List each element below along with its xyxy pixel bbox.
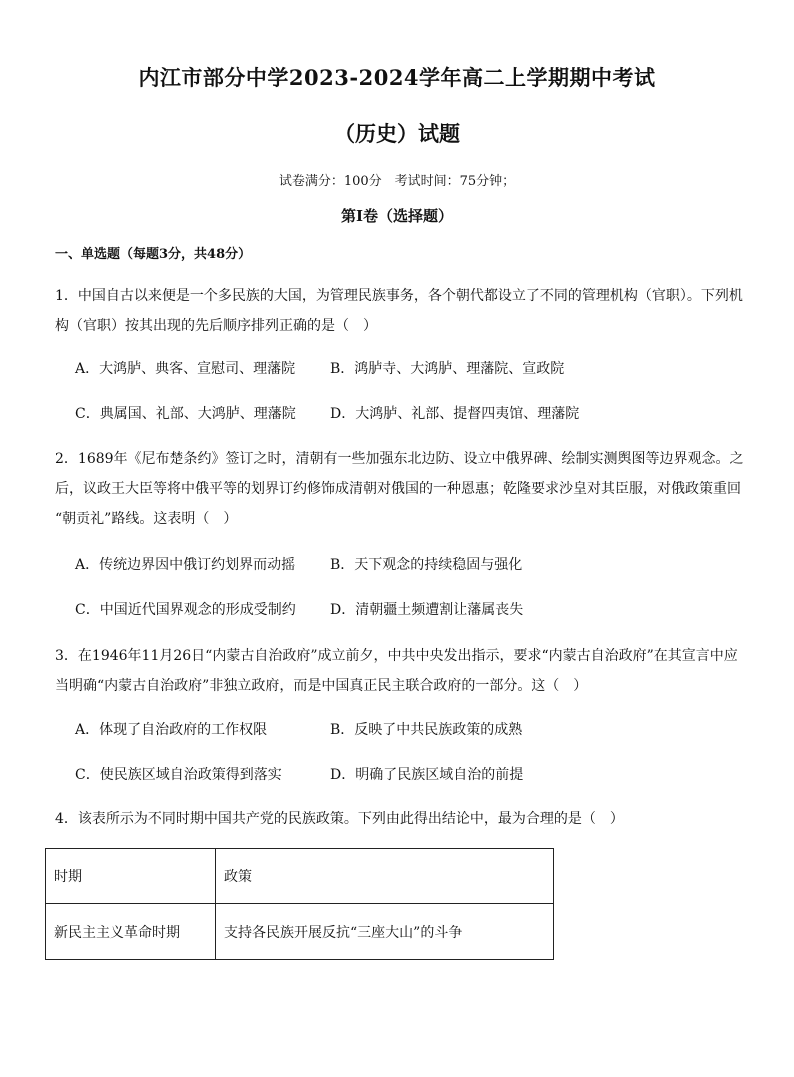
question-4-stem (55, 804, 745, 834)
table-header-row (46, 849, 554, 904)
question-1-options-row-2 (75, 403, 755, 425)
exam-title: 内江市部分中学2023-2024学年高二上学期期中考试 (138, 65, 656, 90)
question-3-option-b: B．反映了中共民族政策的成熟 (330, 722, 523, 738)
question-2-stem-line-2: 后，议政王大臣等将中俄平等的划界订约修饰成清朝对俄国的一种恩惠；乾隆要求沙皇对其臣服，对俄政策重回 (55, 481, 741, 497)
policy-table (45, 848, 554, 960)
question-1-option-c: C．典属国、礼部、大鸿胪、理藩院 (75, 406, 296, 422)
question-1-stem-line-1: 1．中国自古以来便是一个多民族的大国，为管理民族事务，各个朝代都设立了不同的管理机构（官职）。下列机 (55, 288, 743, 304)
table-cell-period: 新民主主义革命时期 (46, 904, 216, 960)
question-3-options-row-2 (75, 764, 755, 786)
question-2-option-a: A．传统边界因中俄订约划界而动摇 (75, 557, 296, 573)
exam-subject-title: （历史）试题 (334, 121, 460, 146)
question-2-stem-line-1: 2．1689年《尼布楚条约》签订之时，清朝有一些加强东北边防、设立中俄界碑、绘制实测舆图等边界观念。之 (55, 451, 744, 467)
question-1-stem-line-2: 构（官职）按其出现的先后顺序排列正确的是（ ） (55, 318, 377, 334)
section-title: 一、单选题（每题3分，共48分） (55, 247, 252, 262)
question-1-stem (55, 281, 745, 341)
question-3-stem-line-2: 当明确“内蒙古自治政府”非独立政府，而是中国真正民主联合政府的一部分。这（ ） (55, 678, 588, 694)
table-header-period: 时期 (46, 849, 216, 904)
question-2-option-b: B．天下观念的持续稳固与强化 (330, 557, 523, 573)
question-1-option-b: B．鸿胪寺、大鸿胪、理藩院、宣政院 (330, 361, 565, 377)
exam-info: 试卷满分：100分 考试时间：75分钟； (278, 174, 516, 189)
table-header-policy: 政策 (216, 849, 554, 904)
question-1-option-d: D．大鸿胪、礼部、提督四夷馆、理藩院 (330, 406, 580, 422)
question-2-option-c: C．中国近代国界观念的形成受制约 (75, 602, 296, 618)
table-cell-policy: 支持各民族开展反抗“三座大山”的斗争 (216, 904, 554, 960)
question-3-stem-line-1: 3．在1946年11月26日“内蒙古自治政府”成立前夕，中共中央发出指示，要求“内蒙古自治政府”在其宣言中应 (55, 648, 738, 664)
volume-title: 第Ⅰ卷（选择题） (340, 207, 454, 225)
question-2-stem (55, 444, 745, 534)
question-3-options-row-1 (75, 719, 755, 741)
question-2-option-d: D．清朝疆土频遭割让藩属丧失 (330, 602, 524, 618)
question-2-options-row-2 (75, 599, 755, 621)
question-3-option-d: D．明确了民族区域自治的前提 (330, 767, 524, 783)
question-1-options-row-1 (75, 358, 755, 380)
question-3-option-a: A．体现了自治政府的工作权限 (75, 722, 268, 738)
question-2-options-row-1 (75, 554, 755, 576)
question-1-option-a: A．大鸿胪、典客、宣慰司、理藩院 (75, 361, 296, 377)
question-3-stem (55, 641, 745, 701)
question-2-stem-line-3: “朝贡礼”路线。这表明（ ） (55, 511, 238, 527)
question-3-option-c: C．使民族区域自治政策得到落实 (75, 767, 282, 783)
table-row (46, 904, 554, 960)
question-4-stem-line-1: 4．该表所示为不同时期中国共产党的民族政策。下列由此得出结论中，最为合理的是（ ） (55, 811, 624, 827)
